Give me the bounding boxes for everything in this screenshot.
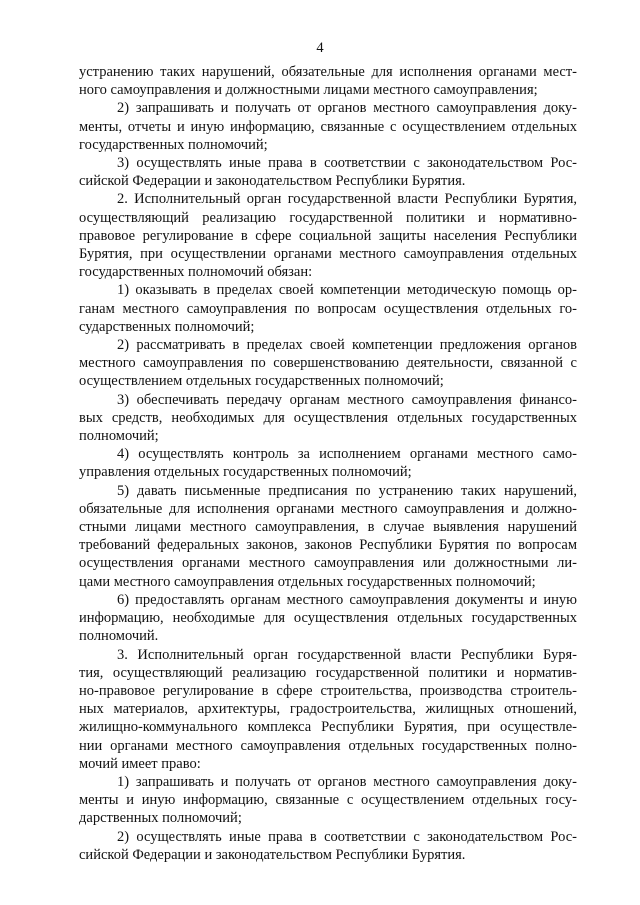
text-line: менты, отчеты и иную информацию, связанные с осуществлением отдельных <box>79 118 577 135</box>
text-line: ганам местного самоуправления по вопросам осуществления отдельных го- <box>79 300 577 317</box>
text-line: устранению таких нарушений, обязательные для исполнения органами мест- <box>79 64 577 80</box>
text-line: стными лицами местного самоуправления, в случае выявления нарушений <box>79 519 577 536</box>
text-line: полномочий; <box>79 428 159 445</box>
text-line: обязательные для исполнения органами местного самоуправления и должно- <box>79 500 577 517</box>
text-line: требований федеральных законов, законов Республики Бурятия по вопросам <box>79 537 577 554</box>
text-line: сийской Федерации и законодательством Республики Бурятия. <box>79 846 466 863</box>
text-line: местного самоуправления по совершенствованию деятельности, связанной с <box>79 355 577 372</box>
text-line: 3. Исполнительный орган государственной власти Республики Буря- <box>117 646 577 663</box>
document-body <box>79 63 577 864</box>
text-line: 2) рассматривать в пределах своей компетенции предложения органов <box>117 337 577 354</box>
page-number: 4 <box>316 40 324 56</box>
text-line: государственных полномочий обязан: <box>79 264 313 281</box>
text-line: осуществления органами местного самоуправления или должностными ли- <box>79 555 577 572</box>
text-line: 1) запрашивать и получать от органов местного самоуправления доку- <box>117 773 577 790</box>
text-line: нии органами местного самоуправления отдельных государственных полно- <box>79 737 577 754</box>
text-line: информацию, необходимые для осуществления отдельных государственных <box>79 610 577 627</box>
text-line: 1) оказывать в пределах своей компетенции методическую помощь ор- <box>117 282 577 299</box>
text-line: 2) запрашивать и получать от органов местного самоуправления доку- <box>117 100 577 117</box>
text-line: 2. Исполнительный орган государственной власти Республики Бурятия, <box>117 191 577 208</box>
text-line: Бурятия, при осуществлении органами местного самоуправления отдельных <box>79 246 577 263</box>
text-line: осуществлением отдельных государственных полномочий; <box>79 373 444 390</box>
text-line: 2) осуществлять иные права в соответствии с законодательством Рос- <box>117 828 577 845</box>
text-line: сийской Федерации и законодательством Республики Бурятия. <box>79 173 466 190</box>
text-line: полномочий. <box>79 628 159 645</box>
text-line: осуществляющий реализацию государственной политики и нормативно- <box>79 209 577 226</box>
text-line: жилищно-коммунального комплекса Республики Бурятия, при осуществле- <box>79 719 577 736</box>
text-line: ного самоуправления и должностными лицами местного самоуправления; <box>79 82 538 99</box>
text-line: управления отдельных государственных полномочий; <box>79 464 412 481</box>
text-line: правовое регулирование в сфере социальной защиты населения Республики <box>79 227 577 244</box>
text-line: вых средств, необходимых для осуществления отдельных государственных <box>79 409 577 426</box>
text-line: 3) обеспечивать передачу органам местного самоуправления финансо- <box>117 391 577 408</box>
text-line: 4) осуществлять контроль за исполнением органами местного само- <box>117 446 577 463</box>
text-line: мочий имеет право: <box>79 755 201 772</box>
text-line: сударственных полномочий; <box>79 318 255 335</box>
text-line: ных материалов, архитектуры, градостроительства, жилищных отношений, <box>79 701 577 718</box>
text-line: 3) осуществлять иные права в соответствии с законодательством Рос- <box>117 155 577 172</box>
text-line: 5) давать письменные предписания по устранению таких нарушений, <box>117 482 577 499</box>
text-line: менты и иную информацию, связанные с осуществлением отдельных госу- <box>79 792 577 809</box>
text-line: но-правовое регулирование в сфере строительства, производства строитель- <box>79 682 577 699</box>
text-line: тия, осуществляющий реализацию государственной политики и норматив- <box>79 664 577 681</box>
text-line: цами местного самоуправления отдельных государственных полномочий; <box>79 573 536 590</box>
text-line: дарственных полномочий; <box>79 810 242 827</box>
text-line: государственных полномочий; <box>79 136 268 153</box>
text-line: 6) предоставлять органам местного самоуправления документы и иную <box>117 591 577 608</box>
